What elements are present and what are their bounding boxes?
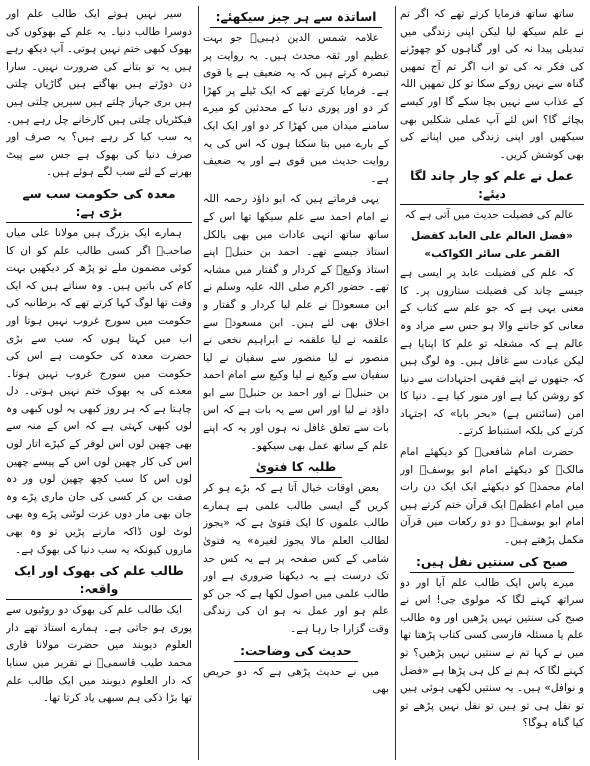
paragraph: سیر نہیں ہوتے ایک طالب علم اور دوسرا طالب دنیا۔ یہ علم کے بھوکوں کی بھوک کبھی ختم نہیں ہوتی۔ آپ دیکھ رہے ہیں یہ تو بتانے کی ضرورت نہیں۔ سارا دن دوڑتے ہیں بھاگتے ہیں گاڑیاں چلتی ہیں بری جہاز چلتے ہیں سیریں چلتی ہیں فیکٹریاں چلتی ہیں کارخانے چل رہے ہیں۔ یہ سب کیا کر رہے ہیں؟ یہ صرف اور صرف دنیا کی بھوک ہے جس سے پیٹ بھرنے کے لئے سب لگے ہوئے ہیں۔	[6, 8, 192, 179]
column-middle	[203, 6, 389, 762]
paragraph: ہمارے ایک بزرگ ہیں مولانا علی میاں صاحبؒ اگر کسی طالب علم کو ان کا کوئی مضمون ملے تو پڑھ کر دیکھیں بہت کام کی باتیں ہیں۔ وہ سناتے ہیں کہ ایک وقت تھا لوگ کہا کرتے تھے کہ برطانیہ کی حکومت میں سورج غروب نہیں ہوتا اور اب میں کہتا ہوں کہ سب سے بڑی حضرت معدہ کی حکومت ہے اس کی حکومت میں سورج غروب نہیں ہوتا۔ معدے کی یہ بھوک ختم نہیں ہوتی۔ دل چاہتا ہے کہ ہر روز کبھی یہ لوں کبھی وہ لوں کبھی کہتی ہے کہ اس کے منہ سے بھی چھین لوں اس لوفر کے کپڑے اتار لوں اس کی کار چھین لوں اس کے پیسے چھین لوں اس کا سب کچھ چھین لوں ور دہ صفت بن کر کسی کی جان ماری پڑے وہ جان بھی مار دوں عزت لوٹنی پڑے وہ بھی لوٹ لوں ڈاکہ مارنے پڑیں تو وہ بھی ماروں کیونکہ یہ سب دنیا کی بھوک ہے۔	[6, 226, 192, 556]
paragraph: بعض اوقات خیال آتا ہے کہ بڑے ہو کر کریں گے ایسی طالب علمی ہے ہمارے طالب علموں کا ایک فتویٰ ہے کہ «یجوز لطالب العلم مالا یجوز لغیرہ» یہ فتویٰ شامی کے کس صفحہ پر ہے یہ کس حد تک درست ہے یہ دیکھنا ضروری ہے اور طالب علمی میں اصول لکھا ہے کہ جن کو علم ہو اور عمل نہ ہو ان کی زندگی وقت گزارا جا رہا ہے۔	[203, 482, 389, 635]
column-left	[6, 6, 192, 762]
column-divider	[198, 6, 199, 760]
section-heading-text: معدہ کی حکومت سب سے بڑی ہے:	[6, 185, 192, 223]
paragraph: میں نے حدیث پڑھی ہے کہ دو حریص بھی	[203, 665, 389, 696]
paragraph: یہی فرماتے ہیں کہ ابو داؤد رحمہ اللہ نے امام احمد سے علم سیکھا تھا اس کے ساتھ ساتھ انہی عادات میں بھی بالکل استاذ جیسے تھے۔ احمد بن حنبلؒ اپنے استاذ وکیعؒ کے کردار و گفتار میں مشابہ تھے۔ حضور اکرم صلی اللہ علیہ وسلم نے ابن مسعودؓ نے علم لیا کردار و گفتار و اخلاق بھی لئے ہیں۔ ابن مسعودؓ سے علقمہ نے لیا علقمہ نے ابراہیم نخعی نے منصور نے لیا منصور سے سفیان نے لیا سفیان سے وکیع نے لیا وکیع سے امام احمد بن حنبلؒ نے اور احمد بن حنبلؒ سے ابو داؤد نے لیا اور اس سے یہ بات ہے کہ اس بات سے تعلق غافل نہ ہوں اور یہ کہ اپنے علم کے ساتھ عمل بھی سیکھو۔	[203, 193, 389, 452]
section-heading-text: طالب علم کی بھوک اور ایک واقعہ:	[6, 562, 192, 600]
section-heading	[6, 185, 192, 223]
arabic-quote: «فضل العالم على العابد كفضل القمر على سائر الكواكب»	[411, 229, 573, 260]
section-heading-text: اساتذہ سے ہر چیز سیکھئے:	[210, 8, 383, 28]
section-heading	[203, 458, 389, 478]
section-heading	[203, 8, 389, 28]
section-heading	[400, 167, 584, 205]
paragraph: عالم کی فضیلت حدیث میں آتی ہے کہ	[404, 209, 574, 222]
paragraph: ساتھ ساتھ فرمایا کرتے تھے کہ اگر تم نے علم سیکھ لیا لیکن اپنی زندگی میں تبدیلی پیدا نہ کی اور گناہوں کو چھوڑنے کی فکر نہ کی تو اب اگر تم آج تمھیں گناہ سے نہیں روکے سکا تو کل تمھیں اللہ کے عذاب سے نہیں بچا سکے گا اور کیسے بچائے گا؟ اس لئے آپ عملی شکلیں بھی سیکھیں اور اپنی زندگی میں اپنانے کی بھی کوشش کریں۔	[400, 8, 584, 161]
section-heading	[203, 642, 389, 662]
paragraph: حضرت امام شافعیؒ کو دیکھئے امام مالکؒ کو دیکھئے امام ابو یوسفؒ اور امام محمدؒ کو دیکھئے ایک ایک دن رات میں امام اعظمؒ ایک قرآن ختم کرتے ہیں امام ابو یوسفؒ دو دو رکعات میں قرآن مکمل پڑھتے ہیں۔	[400, 446, 584, 547]
section-heading	[6, 562, 192, 600]
column-divider	[395, 6, 396, 760]
paragraph: ایک طالب علم کی بھوک دو روٹیوں سے پوری ہو جاتی ہے۔ ہمارے استاذ تھے دار العلوم دیوبند میں حضرت مولانا قاری محمد طیب قاسمیؒ نے تقریر میں سنایا کہ دار العلوم دیوبند میں ایک طالب علم تھا بڑا ذکی ہم سبھی یاد کرتا تھا۔	[6, 604, 192, 705]
paragraph: علامہ شمس الدین ذہبیؒ جو بہت عظیم اور ثقہ محدث ہیں۔ یہ روایت پر تبصرہ کرتے ہیں کہ یہ ضعیف ہے یا قوی ہے۔ فرمایا کرتے تھے کہ ایک ٹیلے پر کھڑا کر دو اور پوری دنیا کے محدثین کو میرے سامنے میدان میں کھڑا کر دو اور ایک ایک کے بارے میں بتا سکتا ہوں کہ اس کی یہ روایت حدیث میں قوی ہے اور یہ ضعیف ہے۔	[203, 32, 389, 185]
paragraph: میرے پاس ایک طالب علم آیا اور دو سراتھ کہنے لگا کہ مولوی جی! اس نے صبح کی سنتیں نہیں پڑھیں اور وہ طالب علم یا مسئلہ فارسی کسی کتاب پڑھتا تھا میں نے کہا تم نے سنتیں نہیں پڑھیں؟ تو کہنے لگا کہ ہم نے کل ہی پڑھا ہے «فضل و نوافل» ہیں۔ یہ سنتیں لکھی ہوئی ہیں تو نفل ہی تو ہیں تو نفل نہیں پڑھے تو کیا گناہ ہوگا؟	[400, 576, 584, 730]
section-heading-text: طلبہ کا فتویٰ	[250, 458, 343, 478]
section-heading-text: حدیث کی وضاحت:	[234, 642, 358, 662]
column-right	[400, 6, 584, 762]
section-heading-text: صبح کی سنتیں نفل ہیں:	[410, 553, 574, 573]
section-heading-text: عمل نے علم کو چار چاند لگا دیئے:	[400, 167, 584, 205]
section-heading	[400, 553, 584, 573]
paragraph: کہ علم کی فضیلت عابد پر ایسی ہے جیسے چاند کی فضیلت ستاروں پر۔ کا معنی یہی ہے کہ جو علم سے کتاب کے معانی کو جاننے والا ہو جس سے مراد وہ عالم ہے کہ مشغلہ تو علم کا اپنایا ہے لیکن عبادت سے غافل ہیں۔ وہ لوگ ہیں کہ جنھوں نے اپنے فقہی اجتہادات سے دنیا کو روشن کیا ہے اور منور کیا ہے۔ دنیا کا امن (سائنس ہے) «بحر بابا» کہ اجتہاد کرتے کی بلکہ استنباط کرتے۔	[400, 267, 584, 438]
